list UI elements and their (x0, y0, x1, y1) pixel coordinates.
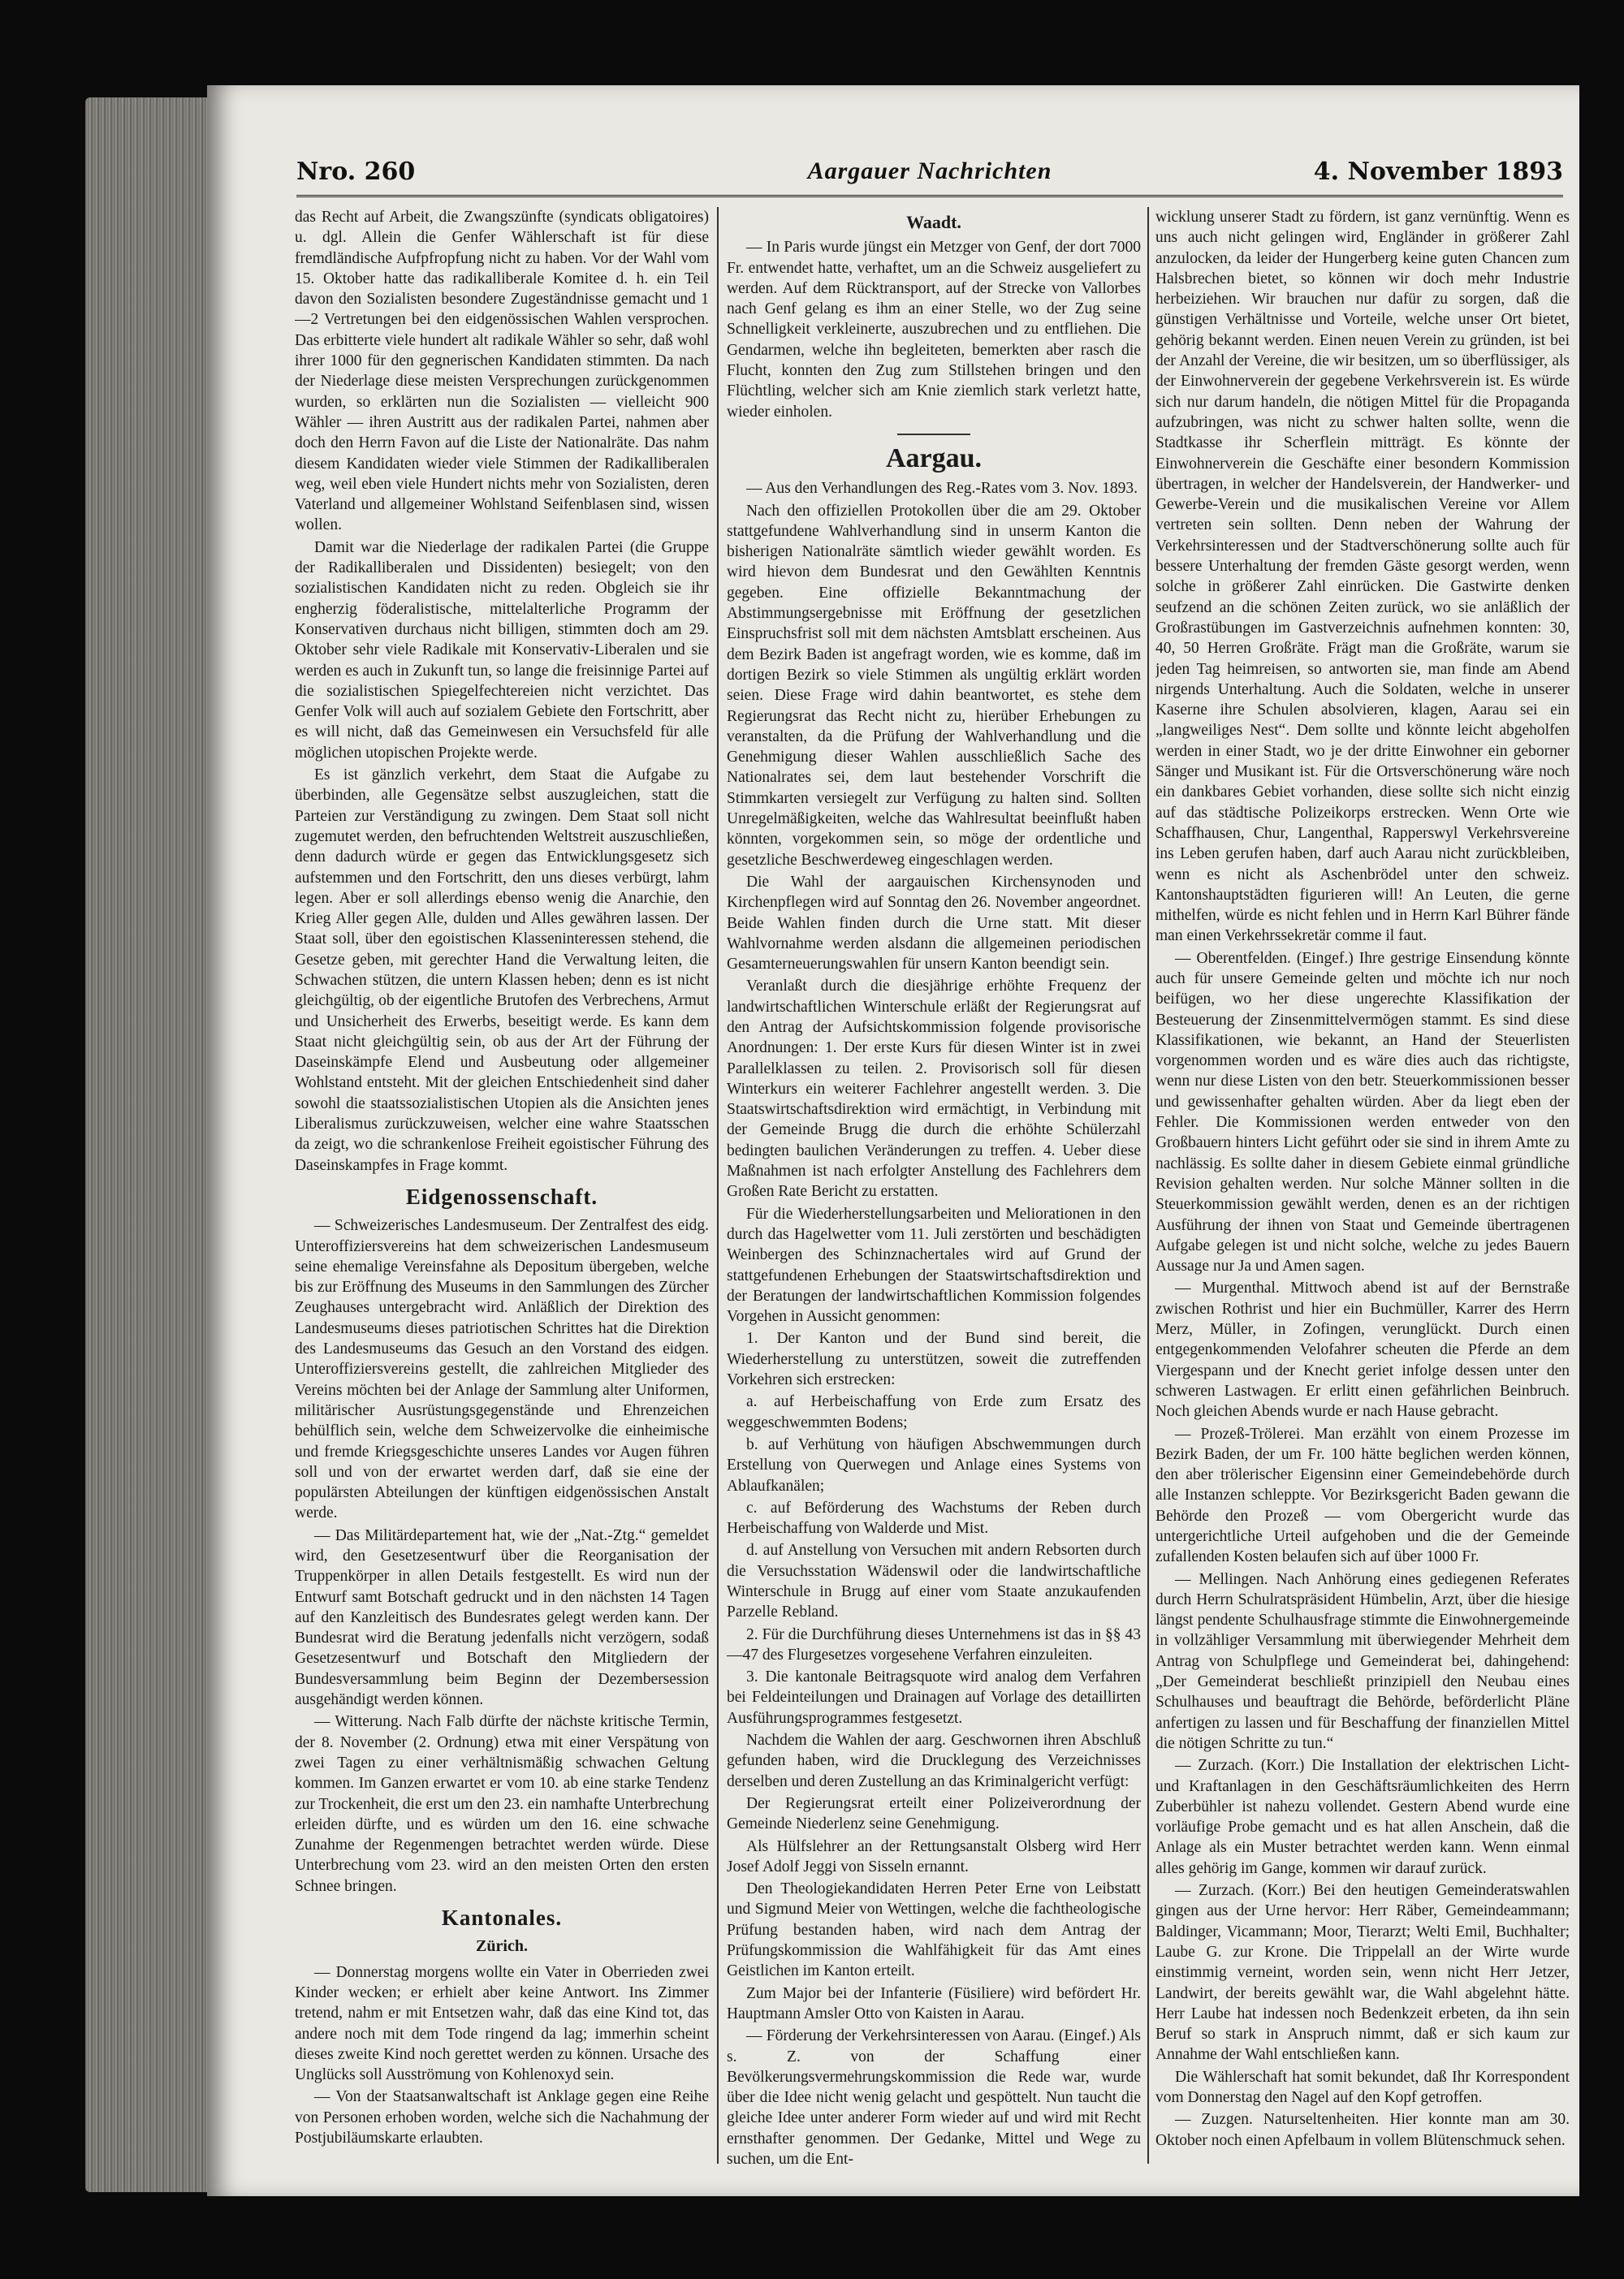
paragraph: Die Wahl der aargauischen Kirchensynoden und Kirchenpflegen wird auf Sonntag den 26. November angeordnet. Beide Wahlen finden durch die Urne statt. Mit dieser Wahlvornahme werden alsdann die allgemeinen periodischen Gesamterneuerungswahlen für unsern Kanton beendigt sein. (727, 873, 1141, 973)
section-heading-eidgenossenschaft: Eidgenossenschaft. (405, 1184, 598, 1209)
paragraph: Als Hülfslehrer an der Rettungsanstalt Olsberg wird Herr Josef Adolf Jeggi von Sisseln ernannt. (727, 1837, 1141, 1875)
masthead (296, 154, 1563, 197)
paragraph: 2. Für die Durchführung dieses Unternehmens ist das in §§ 43—47 des Flurgesetzes vorgesehene Verfahren einzuleiten. (727, 1625, 1141, 1664)
paragraph: Zum Major bei der Infanterie (Füsiliere) wird befördert Hr. Hauptmann Amsler Otto von Kaisten in Aarau. (727, 1984, 1141, 2022)
paragraph: das Recht auf Arbeit, die Zwangszünfte (syndicats obligatoires) u. dgl. Allein die Genfer Wählerschaft ist für diese fremdländische Aufpfropfung nicht zu haben. Vor der Wahl vom 15. Oktober hatte das radikalliberale Komitee d. h. ein Teil davon den Sozialisten besondere Zugeständnisse gemacht und 1—2 Vertretungen bei den eidgenössischen Wahlen versprochen. Das erbitterte viele hundert alt radikale Wähler so sehr, daß wohl ihrer 1000 für den gegnerischen Kandidaten stimmten. Da nach der Niederlage diese meisten Versprechungen zurückgenommen wurden, so erklärten nun die Sozialisten — vielleicht 900 Wähler — ihren Austritt aus der radikalen Partei, nahmen aber doch den Herrn Favon auf die Liste der Nationalräte. Das nahm diesem Kandidaten wieder viele Stimmen der Radikalliberalen weg, weil eben viele Hundert nichts mehr von Sozialisten, deren Vaterland und allgemeiner Wohlstand Seifenblasen sind, wissen wollen. (295, 209, 709, 534)
paragraph: — Donnerstag morgens wollte ein Vater in Oberrieden zwei Kinder wecken; er erhielt aber keine Antwort. Ins Zimmer tretend, nahm er mit Entsetzen wahr, daß das eine Kind tot, das andere noch mit dem Tode ringend da lag; immerhin scheint dieses zweite Kind noch gerettet werden zu können. Ursache des Unglücks soll Ausströmung von Kohlenoxyd sein. (295, 1963, 709, 2084)
paragraph: Den Theologiekandidaten Herren Peter Erne von Leibstatt und Sigmund Meier von Wettingen, welche die fachtheologische Prüfung bestanden haben, wird nach dem Antrag der Prüfungskommission die Wahlfähigkeit für das Amt eines Geistlichen im Kanton erteilt. (727, 1880, 1141, 1980)
paragraph: — Schweizerisches Landesmuseum. Der Zentralfest des eidg. Unteroffiziersvereins hat dem schweizerischen Landesmuseum seine ehemalige Vereinsfahne als Depositum übergeben, welche bis zur Eröffnung des Museums in den Sammlungen des Zürcher Zeughauses untergebracht wird. Anläßlich der Direktion des Landesmuseums dieses patriotischen Schrittes hat die Direktion des Landesmuseums das Gesuch an den Vorstand des eidgen. Unteroffiziersvereins gestellt, die zahlreichen Mitglieder des Vereins möchten bei der Anlage der Sammlung alter Uniformen, militärischer Ausrüstungsgegenstände und Ehrenzeichen behülflich sein, welche dem Schweizervolke die einheimische und fremde Kriegsgeschichte unseres Landes vor Augen führen soll und von der erwartet werden darf, daß sie eine der populärsten Abteilungen der künftigen eidgenössischen Anstalt werde. (295, 1217, 709, 1522)
paragraph: wicklung unserer Stadt zu fördern, ist ganz vernünftig. Wenn es uns auch nicht gelingen wird, Engländer in größerer Zahl anzulocken, da leider der Hungerberg keine guten Chancen zum Halsbrechen bietet, so können wir doch mehr Industrie herbeiziehen. Wir brauchen nur dafür zu sorgen, daß die günstigen Verhältnisse und Vorteile, welche unser Ort bietet, gehörig bekannt werden. Einen neuen Verein zu gründen, ist bei der Anzahl der Vereine, die wir besitzen, um so überflüssiger, als der Einwohnerverein der gegebene Verkehrsverein ist. Es würde sich nur darum handeln, die nötigen Mittel für die Propaganda aufzubringen, was nicht zu schwer halten sollte, wenn die Stadtkasse ihr Scherflein mitträgt. Es könnte der Einwohnerverein die Geschäfte einer besondern Kommission übertragen, in welcher der Handelsverein, der Handwerker- und Gewerbe-Verein und die musikalischen Vereine vor Allem vertreten sein sollten. Denn neben der Wahrung der Verkehrsinteressen und der Stadtverschönerung sollte auch für bessere Unterhaltung der fremden Gäste gesorgt werden, wenn solche in größerer Zahl einrücken. Die Gastwirte denken seufzend an die schönen Zeiten zurück, wo sie anläßlich der Großrastübungen im Gastverzeichnis aufnehmen konnten: 30, 40, 50 Herren Großräte. Frägt man die Großräte, warum sie jeden Tag heimreisen, so antworten sie, man finde am Abend nirgends Unterhaltung. Auch die Soldaten, welche in unserer Kaserne ihre Schulen absolvieren, klagen, Aarau sei ein „langweiliges Nest“. Dem sollte und könnte leicht abgeholfen werden in einer Stadt, wo je der dritte Einwohner ein geborner Sänger und Musikant ist. Für die Ortsverschönerung wäre noch ein dankbares Gebiet vorhanden, diese sollte sich nicht einzig auf das städtische Polizeikorps erstrecken. Wenn Orte wie Schaffhausen, Chur, Langenthal, Rapperswyl Verkehrsvereine ins Leben gerufen haben, darf auch Aarau nicht zurückbleiben, wenn es nicht als Aschenbrödel unter den schweiz. Kantonshauptstädten figurieren will! An Leuten, die gerne mithelfen, würde es nicht fehlen und in Herrn Karl Bührer fände man einen Verkehrssekretär comme il faut. (1155, 209, 1570, 945)
column-rule (717, 207, 719, 2164)
list-item: b. auf Verhütung von häufigen Abschwemmungen durch Erstellung von Querwegen und Anlage eines Systems von Ablaufkanälen; (727, 1435, 1141, 1495)
paragraph: — Prozeß-Trölerei. Man erzählt von einem Prozesse im Bezirk Baden, der um Fr. 100 hätte beglichen werden können, den aber trölerischer Eigensinn einer Gemeindebehörde durch alle Instanzen schleppte. Vor Bezirksgericht Baden gewann die Behörde den Prozeß — vom Obergericht wurde das untergerichtliche Urteil aufgehoben und die der Gemeinde zufallenden Kosten belaufen sich auf über 1000 Fr. (1155, 1425, 1570, 1566)
subheading-zurich: Zürich. (476, 1937, 528, 1956)
paragraph: — Witterung. Nach Falb dürfte der nächste kritische Termin, der 8. November (2. Ordnung) etwa mit einer Verspätung von zwei Tagen zu einer verhältnismäßig schwachen Geltung kommen. Im Ganzen erwartet er vom 10. ab eine starke Tendenz zur Trockenheit, die erst um den 23. ein namhafte Unterbrechung erleiden dürfte, und es würden um den 16. eine schwache Zunahme der Regenmengen betrachtet werden würde. Diese Unterbrechung vom 23. wird an den meisten Orten den ersten Schnee bringen. (295, 1713, 709, 1895)
paragraph: — Von der Staatsanwaltschaft ist Anklage gegen eine Reihe von Personen erhoben worden, welche sich die Nachahmung der Postjubiläumskarte erlaubten. (295, 2088, 709, 2147)
paragraph: Es ist gänzlich verkehrt, dem Staat die Aufgabe zu überbinden, alle Gegensätze selbst auszugleichen, statt die Parteien zur Verständigung zu zwingen. Dem Staat soll nicht zugemutet werden, den befruchtenden Weltstreit auszuschließen, denn dadurch würde er gegen das Entwicklungsgesetz sich aufstemmen und den Fortschritt, den uns dieses verbürgt, lahm legen. Aber er soll allerdings ebenso wenig die Anarchie, den Krieg Aller gegen Alle, dulden und Alles gewähren lassen. Der Staat soll, über den egoistischen Klasseninteressen stehend, die Gesetze geben, mit gerechter Hand die Verwaltung leiten, die Schwachen stützen, die untern Klassen heben; denn es ist nicht gleichgültig, ob der eigentliche Brutofen des Verbrechens, Armut und Unsicherheit des Erwerbs, beseitigt werde. Es kann dem Staat nicht gleichgültig sein, ob aus der Art der Führung der Daseinskämpfe Elend und Ausbeutung oder allgemeiner Wohlstand entsteht. Mit der gleichen Entschiedenheit sind daher sowohl die staatssozialistischen Utopien als die Ansichten jenes Liberalismus zurückzuweisen, welcher eine wahre Staatsschen da zeigt, wo die schrankenlose Freiheit egoistischer Führung des Daseinskampfes in Frage kommt. (295, 766, 709, 1174)
column-1 (295, 207, 709, 2172)
column-3 (1155, 207, 1570, 2172)
paragraph: Nachdem die Wahlen der aarg. Geschwornen ihren Abschluß gefunden haben, wird die Drucklegung des Verzeichnisses derselben und deren Zustellung an das Kriminalgericht verfügt: (727, 1732, 1141, 1790)
paragraph: Nach den offiziellen Protokollen über die am 29. Oktober stattgefundene Wahlverhandlung sind in unserm Kanton die bisherigen Nationalräte sämtlich wieder gewählt worden. Es wird hievon dem Bundesrat und den Gewählten Kenntnis gegeben. Eine offizielle Bekanntmachung der Abstimmungsergebnisse mit Eröffnung der gesetzlichen Einspruchsfrist soll mit dem nächsten Amtsblatt erscheinen. Aus dem Bezirk Baden ist angefragt worden, wie es komme, daß im dortigen Bezirk so viele Stimmen als ungültig erklärt worden seien. Diese Frage wird dahin beantwortet, es stehe dem Regierungsrat das Recht nicht zu, hierüber Erhebungen zu veranstalten, da die Prüfung der Wahlverhandlung und die Genehmigung dieser Wahlen ausschließlich Sache des Nationalrates sei, dem laut bestehender Vorschrift die Stimmkarten versiegelt zur Verfügung zu halten sind. Sollten Unregelmäßigkeiten, welche das Wahlresultat beeinflußt haben könnten, vorgekommen sein, so möge der ordentliche und gesetzliche Beschwerdeweg eingeschlagen werden. (727, 502, 1141, 869)
list-item: a. auf Herbeischaffung von Erde zum Ersatz des weggeschwemmten Bodens; (727, 1393, 1141, 1431)
newspaper-page (207, 85, 1579, 2196)
paragraph: Der Regierungsrat erteilt einer Polizeiverordnung der Gemeinde Niederlenz seine Genehmigung. (727, 1794, 1141, 1833)
paragraph: Veranlaßt durch die diesjährige erhöhte Frequenz der landwirtschaftlichen Winterschule erläßt der Regierungsrat auf den Antrag der Aufsichtskommission folgende provisorische Anordnungen: 1. Der erste Kurs für diesen Winter ist in zwei Parallelklassen zu teilen. 2. Provisorisch soll für diesen Winterkurs ein weiterer Fachlehrer angestellt werden. 3. Die Staatswirtschaftsdirektion wird ermächtigt, in Verbindung mit der Gemeinde Brugg die durch die erhöhte Schülerzahl bedingten baulichen Veränderungen zu treffen. 4. Ueber diese Maßnahmen ist nach erfolgter Anstellung des Fachlehrers dem Großen Rate Bericht zu erstatten. (727, 978, 1141, 1201)
paragraph: Die Wählerschaft hat somit bekundet, daß Ihr Korrespondent vom Donnerstag den Nagel auf den Kopf getroffen. (1155, 2068, 1570, 2107)
paragraph: — Das Militärdepartement hat, wie der „Nat.-Ztg.“ gemeldet wird, den Gesetzesentwurf über die Reorganisation der Truppenkörper in allen Details festgestellt. Es wird nun der Entwurf samt Botschaft gedruckt und in den nächsten 14 Tagen auf den Kanzleitisch des Bundesrates gelegt werden kann. Der Bundesrat wird die Beratung jedenfalls nicht verzögern, sodaß Gesetzesentwurf und Botschaft den Mitgliedern der Bundesversammlung beim Beginn der Dezembersession ausgehändigt werden können. (295, 1526, 709, 1709)
paragraph: — Förderung der Verkehrsinteressen von Aarau. (Eingef.) Als s. Z. von der Schaffung einer Bevölkerungsvermehrungskommission die Rede war, wurde über die Idee nicht wenig gelacht und gespöttelt. Nun taucht die gleiche Idee unter anderer Form wieder auf und wird mit Recht ernsthafter genommen. Der Gedanke, Mittel und Wege zu suchen, um die Ent- (727, 2027, 1141, 2169)
newspaper-title: Aargauer Nachrichten (807, 158, 1052, 184)
section-heading-kantonales: Kantonales. (441, 1906, 563, 1931)
paragraph: — Mellingen. Nach Anhörung eines gediegenen Referates durch Herrn Schulratspräsident Hümbelin, Arzt, über die hiesige längst pendente Schulhausfrage stimmte die Einwohnergemeinde in vollzähliger Versammlung mit überwiegender Mehrheit dem Antrag von Schulpflege und Gemeinderat bei, dahingehend: „Der Gemeinderat beschließt prinzipiell den Neubau eines Schulhauses und beauftragt die Behörde, beförderlicht Pläne anfertigen zu lassen und für Beschaffung der finanziellen Mittel die nötigen Schritte zu tun.“ (1155, 1570, 1570, 1752)
list-item: d. auf Anstellung von Versuchen mit andern Rebsorten durch die Versuchsstation Wädenswil oder die landwirtschaftliche Winterschule in Brugg auf einer vom Staate anzukaufenden Parzelle Rebland. (727, 1542, 1141, 1621)
issue-date: 4. November 1893 (1313, 158, 1563, 186)
paragraph: — Zuzgen. Naturseltenheiten. Hier konnte man am 30. Oktober noch einen Apfelbaum in vollem Blütenschmuck sehen. (1155, 2111, 1570, 2149)
paragraph: — In Paris wurde jüngst ein Metzger von Genf, der dort 7000 Fr. entwendet hatte, verhaftet, um an die Schweiz ausgeliefert zu werden. Auf dem Rücktransport, auf der Strecke von Vallorbes nach Genf gelang es ihm an einer Stelle, wo der Zug seine Schnelligkeit verkleinerte, auszubrechen und zu entfliehen. Die Gendarmen, welche ihn begleiteten, bemerkten aber rasch die Flucht, konnten den Zug zum Stillstehen bringen und den Flüchtling, welcher sich am Knie ziemlich stark verletzt hatte, wieder einholen. (727, 239, 1141, 421)
column-rule (1147, 207, 1149, 2164)
column-2 (727, 207, 1141, 2172)
paragraph: 1. Der Kanton und der Bund sind bereit, die Wiederherstellung zu unterstützen, soweit die zutreffenden Vorkehren sich erstrecken: (727, 1330, 1141, 1389)
paragraph: — Aus den Verhandlungen des Reg.-Rates vom 3. Nov. 1893. (746, 480, 1138, 498)
list-item: c. auf Beförderung des Wachstums der Reben durch Herbeischaffung von Walderde und Mist. (727, 1499, 1141, 1538)
paragraph: Für die Wiederherstellungsarbeiten und Meliorationen in den durch das Hagelwetter vom 11. Juli zerstörten und beschädigten Weinbergen des Schinznachertales wird auf Grund der stattgefundenen Erhebungen der Staatswirtschaftsdirektion und der Beratungen der landwirtschaftlichen Kommission folgendes Vorgehen in Aussicht genommen: (727, 1205, 1141, 1326)
paragraph: Damit war die Niederlage der radikalen Partei (die Gruppe der Radikalliberalen und Dissidenten) besiegelt; von den sozialistischen Kandidaten nicht zu reden. Obgleich sie ihr engherzig föderalistische, mittelalterliche Programm der Konservativen durchaus nicht billigen, stimmten doch am 29. Oktober sehr viele Radikale mit Konservativ-Liberalen und sie werden es auch in Zukunft tun, so lange die freisinnige Partei auf die sozialistischen Spiegelfechtereien nicht verzichtet. Das Genfer Volk will auch auf sozialem Gebiete den Fortschritt, aber es will nicht, daß das Gemeinwesen ein Versuchsfeld für alle möglichen utopischen Projekte werde. (295, 538, 709, 762)
paragraph: — Murgenthal. Mittwoch abend ist auf der Bernstraße zwischen Rothrist und hier ein Buchmüller, Karrer des Herrn Merz, Müller, in Zofingen, verunglückt. Durch einen entgegenkommenden Velofahrer scheuten die Pferde an dem Viergespann und der Knecht geriet infolge dessen unter den schweren Lastwagen. Er erlitt einen gefährlichen Beinbruch. Noch gleichen Abends wurde er nach Hause gebracht. (1155, 1280, 1570, 1421)
paragraph: — Oberentfelden. (Eingef.) Ihre gestrige Einsendung könnte auch für unsere Gemeinde gelten und möchte ich nur noch beifügen, wo her diese ungerechte Klassifikation der Besteuerung der Zinsenmittelvermögen stammt. Es sind diese Klassifikationen, wie bekannt, an Hand der Steuerlisten vorgenommen worden und es wäre dies auch das richtigste, wenn nur diese Listen von den betr. Steuerkommissionen besser und gewissenhafter gehalten würden. Aber da liegt eben der Fehler. Die Kommissionen werden entweder von den Großbauern hinters Licht geführt oder sie sind in ihrem Amte zu nachlässig. Es sollte daher in diesem Gebiete einmal gründliche Revision gehalten werden. Nur solche Männer sollten in die Steuerkommission gewählt werden, denen es an der richtigen Ausführung der ihnen von Staat und Gemeinde übertragenen Aufgabe gelegen ist und nicht solche, welche zu jedes Bauern Aussage nur Ja und Amen sagen. (1155, 949, 1570, 1275)
divider (897, 434, 970, 435)
issue-number: Nro. 260 (296, 158, 416, 186)
section-heading-aargau: Aargau. (885, 442, 983, 473)
section-heading-waadt: Waadt. (906, 212, 961, 232)
paragraph: 3. Die kantonale Beitragsquote wird analog dem Verfahren bei Feldeinteilungen und Drainagen auf Vorlage des detaillirten Ausführungsprogrammes festgesetzt. (727, 1668, 1141, 1727)
book-page-edges (85, 97, 215, 2192)
paragraph: — Zurzach. (Korr.) Die Installation der elektrischen Licht- und Kraftanlagen in den Geschäftsräumlichkeiten des Herrn Zuberbühler ist nahezu vollendet. Gestern Abend wurde eine vorläufige Probe gemacht und es hat allen Anschein, daß die Anlage als ein Muster betrachtet werden kann. Wenn einmal alles gehörig im Gange, kommen wir darauf zurück. (1155, 1757, 1570, 1877)
paragraph: — Zurzach. (Korr.) Bei den heutigen Gemeinderatswahlen gingen aus der Urne hervor: Herr Räber, Gemeindeammann; Baldinger, Vicammann; Moor, Tierarzt; Welti Emil, Buchhalter; Laube G. zur Krone. Die Trippelall an der Wirte wurde einstimmig verneint, worden sein, wenn nicht Herr Jetzer, Landwirt, der bereits gewählt war, die Wahl abgelehnt hätte. Herr Laube hat indessen noch Bedenkzeit erbeten, da ihn sein Beruf so stark in Anspruch nimmt, daß er sich kaum zur Annahme der Wahl entschließen kann. (1155, 1882, 1570, 2064)
